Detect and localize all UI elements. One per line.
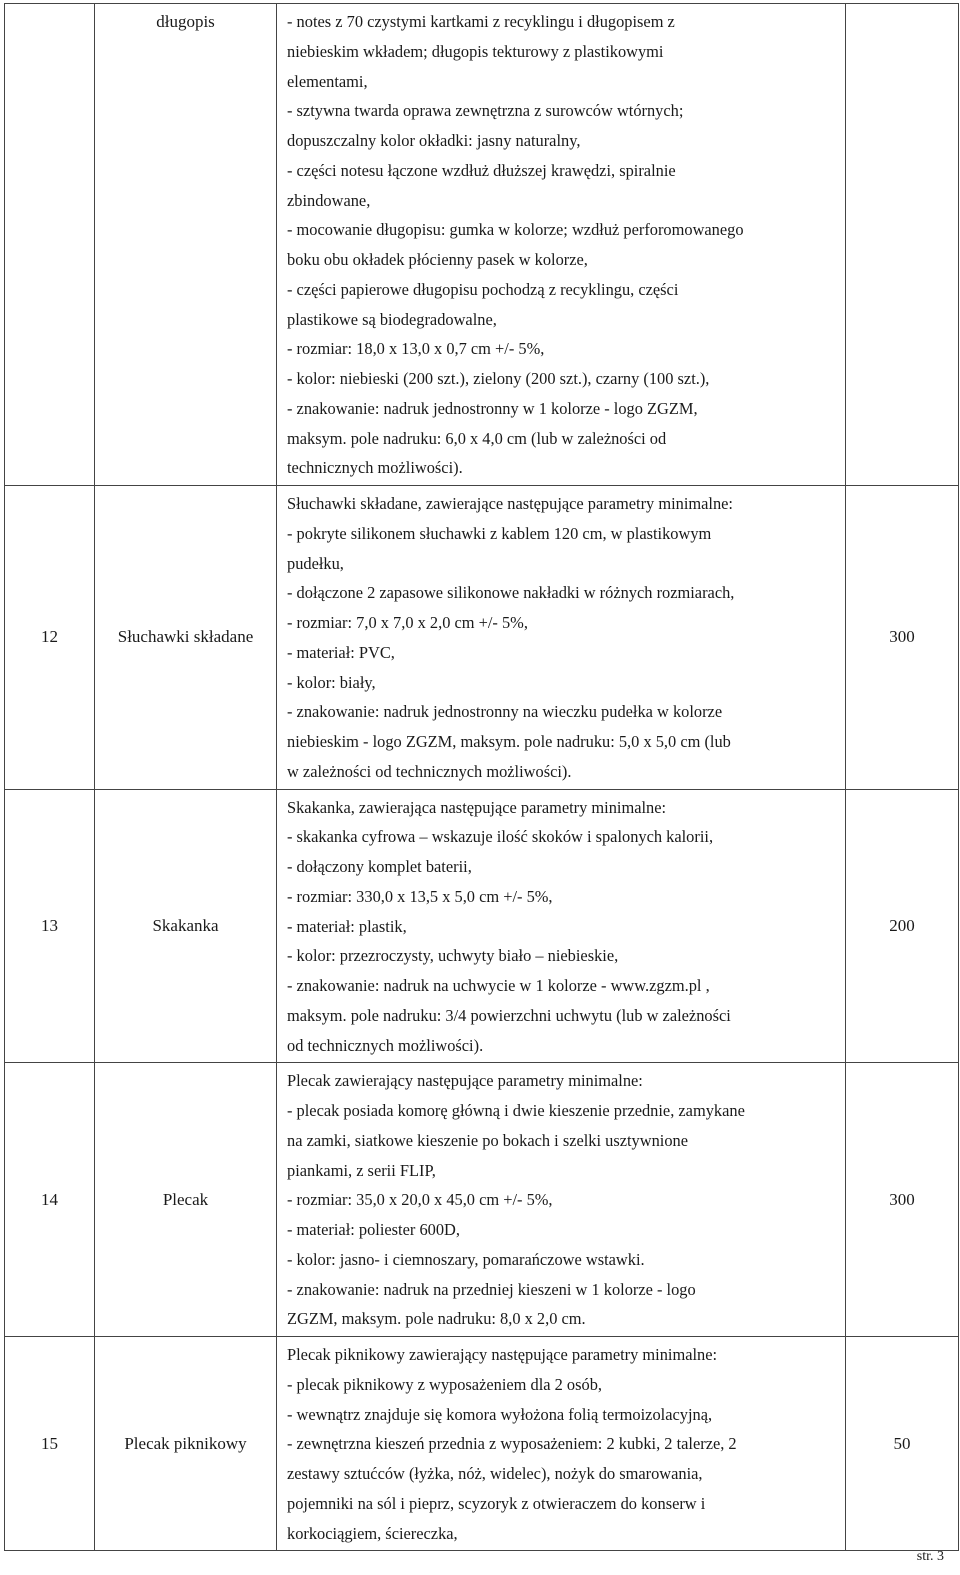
item-number: 12 <box>5 486 95 790</box>
description-line: Skakanka, zawierająca następujące parametry minimalne: <box>287 797 667 817</box>
item-quantity: 300 <box>846 1063 959 1337</box>
description-line: pudełku, <box>287 553 344 573</box>
item-number: 13 <box>5 789 95 1063</box>
description-line: - dołączony komplet baterii, <box>287 857 472 876</box>
description-line: elementami, <box>287 71 368 91</box>
description-line: niebieskim - logo ZGZM, maksym. pole nadruku: 5,0 x 5,0 cm (lub <box>287 732 731 751</box>
description-line: - skakanka cyfrowa – wskazuje ilość skoków i spalonych kalorii, <box>287 827 714 847</box>
description-line: zbindowane, <box>287 190 371 210</box>
table-body <box>5 4 959 1551</box>
description-line: - wewnątrz znajduje się komora wyłożona folią termoizolacyjną, <box>287 1404 713 1424</box>
item-description <box>277 1063 846 1337</box>
item-name: Plecak piknikowy <box>95 1337 277 1551</box>
table-row <box>5 1337 959 1551</box>
description-line: - materiał: poliester 600D, <box>287 1220 460 1239</box>
description-line: piankami, z serii FLIP, <box>287 1160 436 1180</box>
table-row <box>5 789 959 1063</box>
description-line: korkociągiem, ściereczka, <box>287 1523 458 1543</box>
description-line: - mocowanie długopisu: gumka w kolorze; wzdłuż perforomowanego <box>287 220 744 240</box>
item-number: 14 <box>5 1063 95 1337</box>
item-quantity <box>846 4 959 486</box>
item-description <box>277 4 846 486</box>
description-line: - materiał: plastik, <box>287 916 407 936</box>
description-line: - znakowanie: nadruk na przedniej kieszeni w 1 kolorze - logo <box>287 1279 696 1299</box>
item-number <box>5 4 95 486</box>
description-line: - kolor: przezroczysty, uchwyty biało – niebieskie, <box>287 946 619 966</box>
description-line: - kolor: niebieski (200 szt.), zielony (200 szt.), czarny (100 szt.), <box>287 369 710 388</box>
description-line: - kolor: jasno- i ciemnoszary, pomarańczowe wstawki. <box>287 1249 645 1269</box>
item-name: Plecak <box>95 1063 277 1337</box>
description-line: technicznych możliwości). <box>287 458 463 478</box>
item-quantity: 50 <box>846 1337 959 1551</box>
description-line: plastikowe są biodegradowalne, <box>287 309 497 329</box>
description-line: Plecak piknikowy zawierający następujące parametry minimalne: <box>287 1345 718 1364</box>
description-line: - rozmiar: 7,0 x 7,0 x 2,0 cm +/- 5%, <box>287 613 528 632</box>
description-line: - plecak piknikowy z wyposażeniem dla 2 osób, <box>287 1374 602 1394</box>
page-number: str. 3 <box>916 1549 944 1564</box>
description-line: - materiał: PVC, <box>287 642 395 662</box>
description-line: Plecak zawierający następujące parametry minimalne: <box>287 1071 643 1091</box>
item-description <box>277 486 846 790</box>
description-line: Słuchawki składane, zawierające następujące parametry minimalne: <box>287 494 733 513</box>
description-line: - znakowanie: nadruk na uchwycie w 1 kolorze - www.zgzm.pl , <box>287 976 710 995</box>
item-description <box>277 1337 846 1551</box>
description-line: na zamki, siatkowe kieszenie po bokach i szelki usztywnione <box>287 1130 688 1150</box>
description-line: maksym. pole nadruku: 6,0 x 4,0 cm (lub w zależności od <box>287 428 667 448</box>
description-line: maksym. pole nadruku: 3/4 powierzchni uchwytu (lub w zależności <box>287 1005 731 1025</box>
description-line: - znakowanie: nadruk jednostronny w 1 kolorze - logo ZGZM, <box>287 398 698 418</box>
description-line: - pokryte silikonem słuchawki z kablem 120 cm, w plastikowym <box>287 523 712 543</box>
description-line: - części papierowe długopisu pochodzą z recyklingu, części <box>287 279 679 299</box>
description-line: - rozmiar: 18,0 x 13,0 x 0,7 cm +/- 5%, <box>287 339 545 359</box>
item-number: 15 <box>5 1337 95 1551</box>
description-line: - zewnętrzna kieszeń przednia z wyposażeniem: 2 kubki, 2 talerze, 2 <box>287 1434 737 1454</box>
table-row <box>5 4 959 486</box>
description-line: - notes z 70 czystymi kartkami z recyklingu i długopisem z <box>287 12 675 31</box>
description-line: - plecak posiada komorę główną i dwie kieszenie przednie, zamykane <box>287 1101 745 1120</box>
description-line: zestawy sztućców (łyżka, nóż, widelec), nożyk do smarowania, <box>287 1464 703 1483</box>
table-row <box>5 486 959 790</box>
description-line: ZGZM, maksym. pole nadruku: 8,0 x 2,0 cm. <box>287 1309 586 1329</box>
description-line: - znakowanie: nadruk jednostronny na wieczku pudełka w kolorze <box>287 702 723 722</box>
description-line: - kolor: biały, <box>287 672 376 692</box>
specification-table <box>4 3 959 1551</box>
item-quantity: 200 <box>846 789 959 1063</box>
item-name: Skakanka <box>95 789 277 1063</box>
item-name: Słuchawki składane <box>95 486 277 790</box>
description-line: - rozmiar: 330,0 x 13,5 x 5,0 cm +/- 5%, <box>287 886 553 906</box>
description-line: w zależności od technicznych możliwości). <box>287 761 572 781</box>
description-line: od technicznych możliwości). <box>287 1035 484 1055</box>
description-line: - rozmiar: 35,0 x 20,0 x 45,0 cm +/- 5%, <box>287 1190 553 1210</box>
description-line: - sztywna twarda oprawa zewnętrzna z surowców wtórnych; <box>287 101 684 121</box>
description-line: boku obu okładek płócienny pasek w kolorze, <box>287 250 588 269</box>
description-line: pojemniki na sól i pieprz, scyzoryk z otwieraczem do konserw i <box>287 1493 706 1513</box>
description-line: dopuszczalny kolor okładki: jasny naturalny, <box>287 131 581 150</box>
table-row <box>5 1063 959 1337</box>
item-name: długopis <box>95 4 277 486</box>
description-line: - części notesu łączone wzdłuż dłuższej krawędzi, spiralnie <box>287 160 676 180</box>
item-quantity: 300 <box>846 486 959 790</box>
description-line: niebieskim wkładem; długopis tekturowy z plastikowymi <box>287 41 664 61</box>
item-description <box>277 789 846 1063</box>
description-line: - dołączone 2 zapasowe silikonowe nakładki w różnych rozmiarach, <box>287 583 735 603</box>
